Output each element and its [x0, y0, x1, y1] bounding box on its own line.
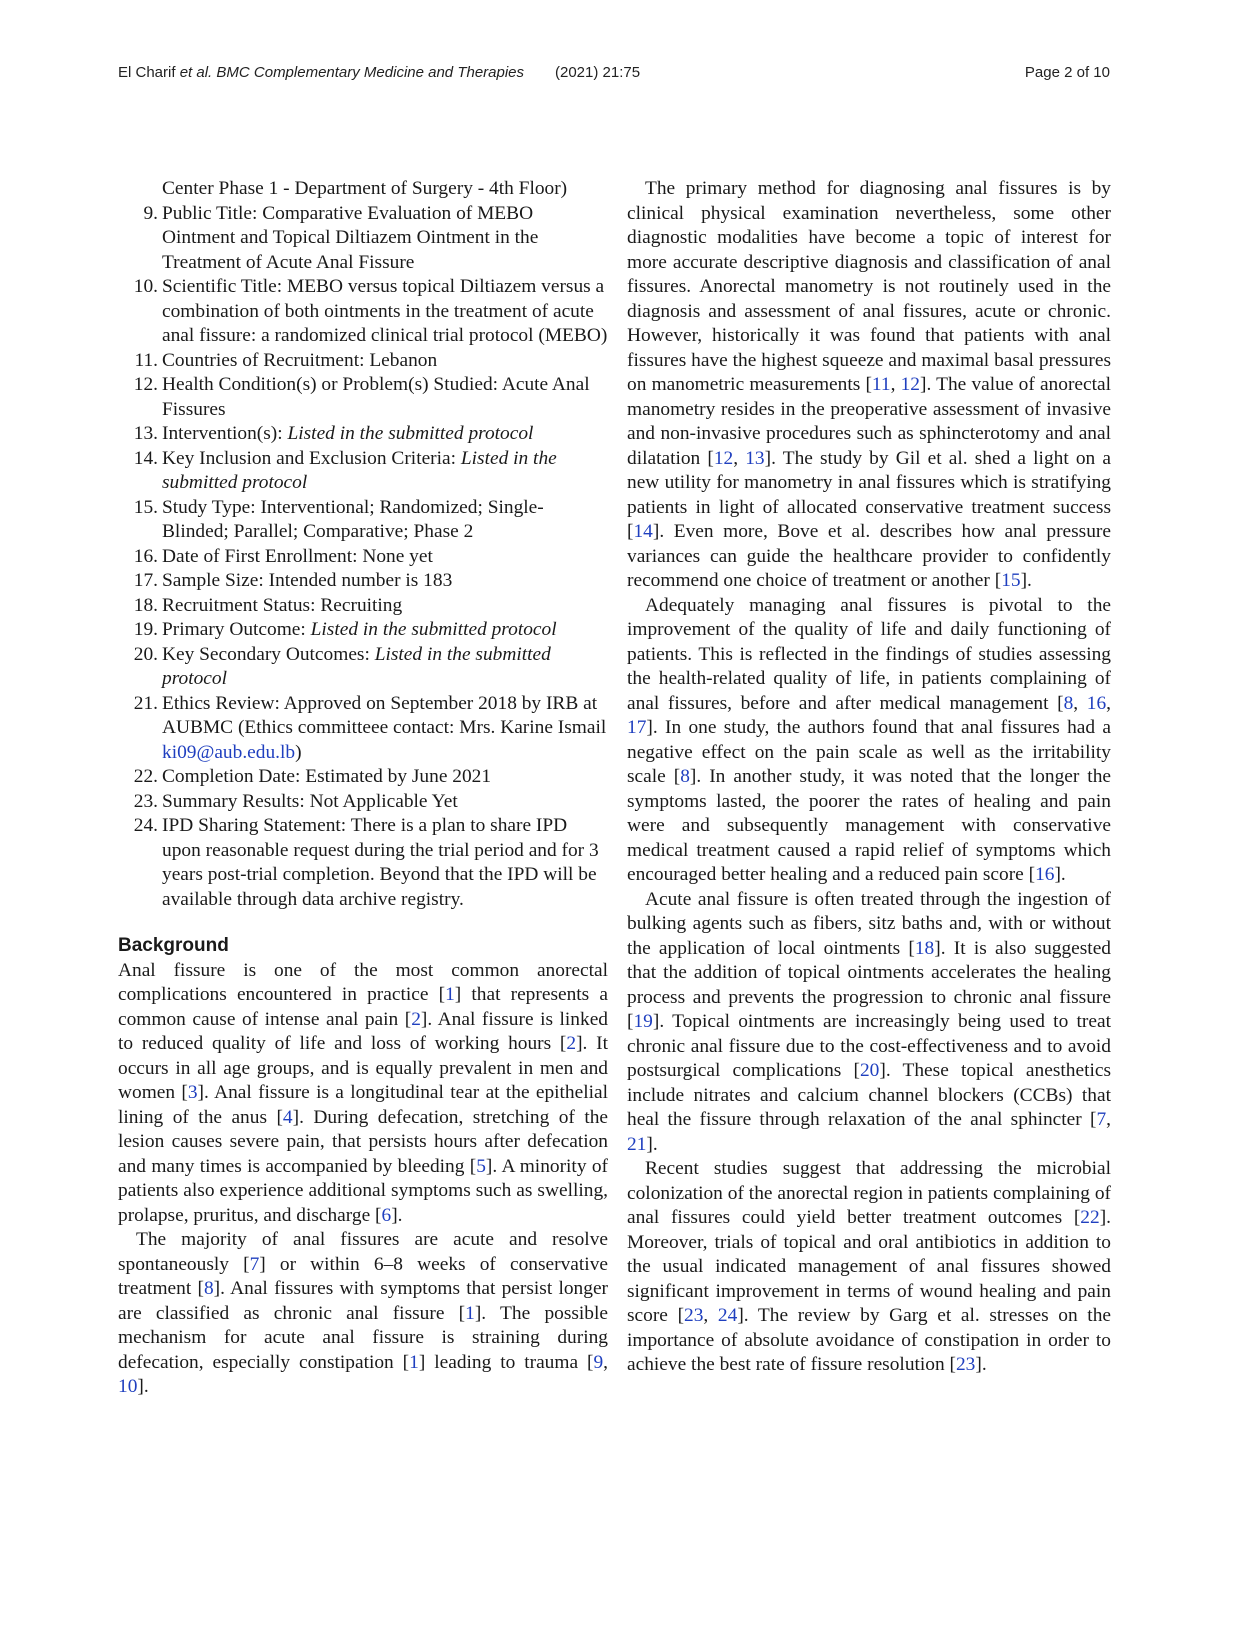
list-item-label: Summary Results: Not Applicable Yet — [162, 790, 458, 812]
paragraph-text: ]. A minority of patients also experience additional symptoms such as swelling, prolapse, pruritus, and discharge [ — [118, 1155, 608, 1226]
list-item-text — [162, 765, 608, 790]
list-item-number: 22. — [133, 766, 158, 787]
paragraph-text: ]. — [1054, 864, 1066, 885]
citation-link[interactable]: 11 — [871, 374, 891, 395]
list-item-text — [162, 349, 608, 374]
paragraph-text: ]. It is also suggested that the addition of topical ointments accelerates the healing process and prevents the progression to chronic anal fissure [ — [627, 937, 1112, 1032]
list-item — [118, 814, 608, 912]
citation-link[interactable]: 24 — [717, 1305, 738, 1326]
header-journal: et al. BMC Complementary Medicine and Therapies — [179, 64, 525, 81]
paragraph-text: , — [1106, 1109, 1111, 1130]
list-item-label: Sample Size: Intended number is 183 — [162, 570, 453, 591]
list-item-text — [162, 275, 608, 349]
citation-link[interactable]: 22 — [1080, 1207, 1100, 1228]
citation-link[interactable]: 8 — [680, 766, 690, 787]
list-item-text — [162, 594, 608, 619]
paragraph-text: ]. Anal fissures with symptoms that persist longer are classified as chronic anal fissure [ — [118, 1278, 609, 1324]
paragraph — [627, 594, 1111, 888]
list-item-number: 11. — [134, 349, 158, 371]
paragraph-text: ] leading to trauma [ — [418, 1351, 594, 1373]
paragraph — [627, 177, 1111, 594]
paragraph-text: The majority of anal fissures are acute and resolve spontaneously [ — [118, 1229, 608, 1275]
paragraph-text: ]. In another study, it was noted that the longer the symptoms lasted, the poorer the rates of healing and pain were and subsequently management with conservative medical treatment caused a rapid relief of symptoms which encouraged better healing and a reduced pain score [ — [627, 766, 1111, 885]
paragraph-text: ]. — [975, 1354, 987, 1375]
citation-link[interactable]: 12 — [713, 447, 734, 469]
list-item-continuation — [118, 177, 608, 202]
list-item-label: Key Inclusion and Exclusion Criteria: — [162, 447, 461, 469]
citation-link[interactable]: 19 — [633, 1011, 653, 1032]
citation-link[interactable]: 1 — [409, 1351, 419, 1373]
citation-link[interactable]: 1 — [465, 1302, 475, 1324]
list-item-label: Recruitment Status: Recruiting — [162, 594, 403, 616]
list-item-emphasis: Listed in the submitted protocol — [162, 447, 557, 493]
list-item-number: 9. — [143, 202, 158, 224]
paragraph-text: ]. The value of anorectal manometry resides in the preoperative assessment of invasive and non-invasive procedures such as sphincterotomy and anal dilatation [ — [627, 374, 1111, 469]
paragraph-text: ]. — [391, 1204, 403, 1226]
list-item — [118, 275, 608, 349]
right-column — [627, 177, 1111, 1378]
citation-link[interactable]: 6 — [381, 1204, 392, 1226]
paragraph-text: ]. In one study, the authors found that anal fissures had a negative effect on the pain scale as well as the irritability scale [ — [627, 717, 1111, 787]
list-item-number: 14. — [133, 447, 158, 469]
registration-list — [118, 202, 608, 913]
paragraph-text: ] that represents a common cause of intense anal pain [ — [118, 984, 608, 1030]
paragraph-text: ]. Anal fissure is linked to reduced quality of life and loss of working hours [ — [118, 1008, 608, 1054]
paragraph-text: ] or within 6–8 weeks of conservative treatment [ — [118, 1253, 608, 1299]
paragraph-text: ]. — [1020, 570, 1032, 591]
citation-link[interactable]: 14 — [633, 521, 653, 542]
list-item — [118, 422, 608, 447]
citation-link[interactable]: 7 — [1096, 1109, 1107, 1130]
right-body — [627, 177, 1111, 1378]
citation-link[interactable]: 23 — [684, 1305, 704, 1326]
list-item-number: 19. — [133, 619, 158, 640]
paragraph-text: , — [603, 1351, 609, 1373]
list-item — [118, 692, 608, 766]
citation-link[interactable]: 12 — [900, 374, 920, 395]
list-item-number: 15. — [133, 496, 158, 518]
list-item-text — [162, 814, 608, 912]
list-item — [118, 545, 608, 570]
citation-link[interactable]: 3 — [187, 1082, 198, 1103]
citation-link[interactable]: 21 — [627, 1133, 647, 1155]
citation-link[interactable]: 13 — [745, 447, 765, 469]
header-citation — [118, 64, 524, 81]
list-item — [118, 447, 608, 496]
paragraph-text: ]. Topical ointments are increasingly being used to treat chronic anal fissure due to the cost-effectiveness and to avoid postsurgical complications [ — [627, 1011, 1111, 1081]
paragraph-text: Anal fissure is one of the most common anorectal complications encountered in practice [ — [118, 959, 608, 1005]
list-item-label: Date of First Enrollment: None yet — [162, 545, 433, 567]
list-item-text — [162, 790, 608, 815]
list-item-text — [162, 202, 608, 276]
paragraph-text: Adequately managing anal fissures is pivotal to the improvement of the quality of life and daily functioning of patients. This is reflected in the findings of studies assessing the health-related quality of life, in patients complaining of anal fissures, before and after medical management [ — [627, 594, 1111, 714]
citation-link[interactable]: 4 — [282, 1106, 293, 1128]
list-item — [118, 765, 608, 790]
paragraph-text: , — [1106, 692, 1111, 714]
list-item-emphasis: Listed in the submitted protocol — [287, 423, 534, 444]
paragraph-text: Recent studies suggest that addressing the microbial colonization of the anorectal region in patients complaining of anal fissures could yield better treatment outcomes [ — [627, 1158, 1111, 1228]
citation-link[interactable]: 8 — [203, 1278, 214, 1299]
paragraph-text: ]. Anal fissure is a longitudinal tear at the epithelial lining of the anus [ — [118, 1082, 608, 1128]
paragraph-text: ]. — [137, 1376, 149, 1397]
citation-link[interactable]: 7 — [249, 1253, 260, 1275]
list-item — [118, 569, 608, 594]
list-item-number: 12. — [133, 374, 158, 395]
email-link[interactable]: ki09@aub.edu.lb — [162, 741, 296, 763]
paragraph — [627, 1157, 1111, 1378]
citation-link[interactable]: 16 — [1086, 692, 1107, 714]
list-item-label: Ethics Review: Approved on September 2018 by IRB at AUBMC (Ethics committeee contact: Mrs. Karine Ismail — [162, 692, 607, 738]
citation-link[interactable]: 1 — [445, 984, 455, 1005]
paragraph-text: ]. These topical anesthetics include nitrates and calcium channel blockers (CCBs) that heal the fissure through relaxation of the anal sphincter [ — [627, 1060, 1111, 1130]
list-item-text — [162, 569, 608, 594]
paragraph-text: ]. Even more, Bove et al. describes how anal pressure variances can guide the healthcare provider to confidently recommend one choice of treatment or another [ — [627, 521, 1111, 591]
list-item-number: 23. — [133, 790, 158, 812]
list-item-number: 17. — [133, 570, 158, 591]
list-item-label: Public Title: Comparative Evaluation of MEBO Ointment and Topical Diltiazem Ointment in the Treatment of Acute Anal Fissure — [162, 202, 539, 273]
list-item — [118, 373, 608, 422]
list-item-label: Scientific Title: MEBO versus topical Diltiazem versus a combination of both ointments in the treatment of acute anal fissure: a randomized clinical trial protocol (MEBO) — [162, 276, 608, 346]
list-item-emphasis: Listed in the submitted protocol — [162, 643, 551, 689]
list-item — [118, 594, 608, 619]
citation-link[interactable]: 18 — [914, 937, 935, 959]
list-item-label: Intervention(s): — [162, 423, 288, 444]
list-item-text — [162, 447, 608, 496]
citation-link[interactable]: 8 — [1063, 692, 1074, 714]
list-item — [118, 202, 608, 276]
citation-link[interactable]: 5 — [476, 1155, 486, 1177]
paragraph-text: , — [1073, 692, 1087, 714]
list-item-text — [162, 422, 608, 447]
header-page-number: Page 2 of 10 — [1024, 64, 1110, 81]
paragraph — [118, 959, 608, 1229]
list-item-text — [162, 618, 608, 643]
paragraph-text: ]. The study by Gil et al. shed a light on a new utility for manometry in anal fissures which is stratifying patients in light of allocated conservative treatment success [ — [627, 447, 1111, 542]
header-authors: El Charif — [118, 64, 176, 81]
list-item-number: 10. — [133, 276, 158, 297]
citation-link[interactable]: 2 — [566, 1033, 577, 1054]
paragraph — [627, 888, 1111, 1158]
list-item-text: Center Phase 1 - Department of Surgery - 4th Floor) — [162, 178, 568, 199]
list-item-label: Key Secondary Outcomes: — [162, 643, 375, 665]
citation-link[interactable]: 2 — [411, 1008, 421, 1030]
paragraph-text: ]. The possible mechanism for acute anal fissure is straining during defecation, especially constipation [ — [118, 1302, 608, 1373]
citation-link[interactable]: 15 — [1001, 570, 1021, 591]
running-header — [118, 64, 1120, 88]
paragraph-text: ]. The review by Garg et al. stresses on the importance of absolute avoidance of constipation in order to achieve the best rate of fissure resolution [ — [627, 1305, 1111, 1375]
list-item-label: Primary Outcome: — [162, 619, 311, 640]
header-year-volume: (2021) 21:75 — [555, 64, 641, 81]
left-column — [118, 177, 608, 1400]
list-item-emphasis: Listed in the submitted protocol — [310, 619, 557, 640]
list-item-label: Study Type: Interventional; Randomized; Single-Blinded; Parallel; Comparative; Phase 2 — [162, 496, 544, 542]
list-item-text — [162, 692, 608, 766]
paragraph-text: ]. During defecation, stretching of the lesion causes severe pain, that persists hours after defecation and many times is accompanied by bleeding [ — [118, 1106, 609, 1177]
list-item-number: 16. — [133, 545, 158, 567]
list-item-number: 24. — [133, 815, 158, 836]
list-item-label: IPD Sharing Statement: There is a plan to share IPD upon reasonable request during the trial period and for 3 years post-trial completion. Beyond that the IPD will be available through data archive registry. — [162, 815, 599, 910]
list-item-number: 20. — [133, 643, 158, 665]
list-item-text — [162, 545, 608, 570]
background-body — [118, 959, 608, 1400]
paragraph-text: , — [733, 447, 746, 469]
citation-link[interactable]: 20 — [859, 1060, 880, 1081]
list-item — [118, 790, 608, 815]
list-item-label: Countries of Recruitment: Lebanon — [162, 349, 438, 371]
list-item — [118, 618, 608, 643]
list-item-label: Health Condition(s) or Problem(s) Studied: Acute Anal Fissures — [162, 374, 590, 420]
list-item-text — [162, 496, 608, 545]
list-item-text — [162, 373, 608, 422]
list-item — [118, 349, 608, 374]
list-item-text — [162, 643, 608, 692]
list-item-number: 21. — [133, 692, 158, 714]
list-item-number: 13. — [133, 423, 158, 444]
citation-link[interactable]: 16 — [1035, 864, 1055, 885]
citation-link[interactable]: 23 — [955, 1354, 976, 1375]
citation-link[interactable]: 10 — [118, 1376, 138, 1397]
citation-link[interactable]: 9 — [593, 1351, 604, 1373]
list-item — [118, 496, 608, 545]
paragraph-text: The primary method for diagnosing anal fissures is by clinical physical examination nevertheless, some other diagnostic modalities have become a topic of interest for more accurate descriptive diagnosis and classification of anal fissures. Anorectal manometry is not routinely used in the diagnosis and assessment of anal fissures, acute or chronic. However, historically it was found that patients with anal fissures have the highest squeeze and maximal basal pressures on manometric measurements [ — [627, 178, 1111, 395]
paragraph-text: ]. Moreover, trials of topical and oral antibiotics in addition to the usual indicated management of anal fissures showed significant improvement in terms of wound healing and pain score [ — [627, 1207, 1111, 1326]
paragraph-text: ]. It occurs in all age groups, and is equally prevalent in men and women [ — [118, 1033, 608, 1103]
list-item-label: Completion Date: Estimated by June 2021 — [162, 766, 492, 787]
citation-link[interactable]: 17 — [627, 717, 647, 738]
section-heading-background: Background — [118, 935, 229, 956]
paragraph — [118, 1228, 608, 1400]
paragraph-text: , — [703, 1305, 718, 1326]
paragraph-text: ]. — [646, 1133, 658, 1155]
list-item-suffix: ) — [295, 741, 302, 763]
paragraph-text: , — [890, 374, 901, 395]
list-item-number: 18. — [133, 594, 158, 616]
paragraph-text: Acute anal fissure is often treated through the ingestion of bulking agents such as fibers, sitz baths and, with or without the application of local ointments [ — [627, 888, 1111, 959]
list-item — [118, 643, 608, 692]
